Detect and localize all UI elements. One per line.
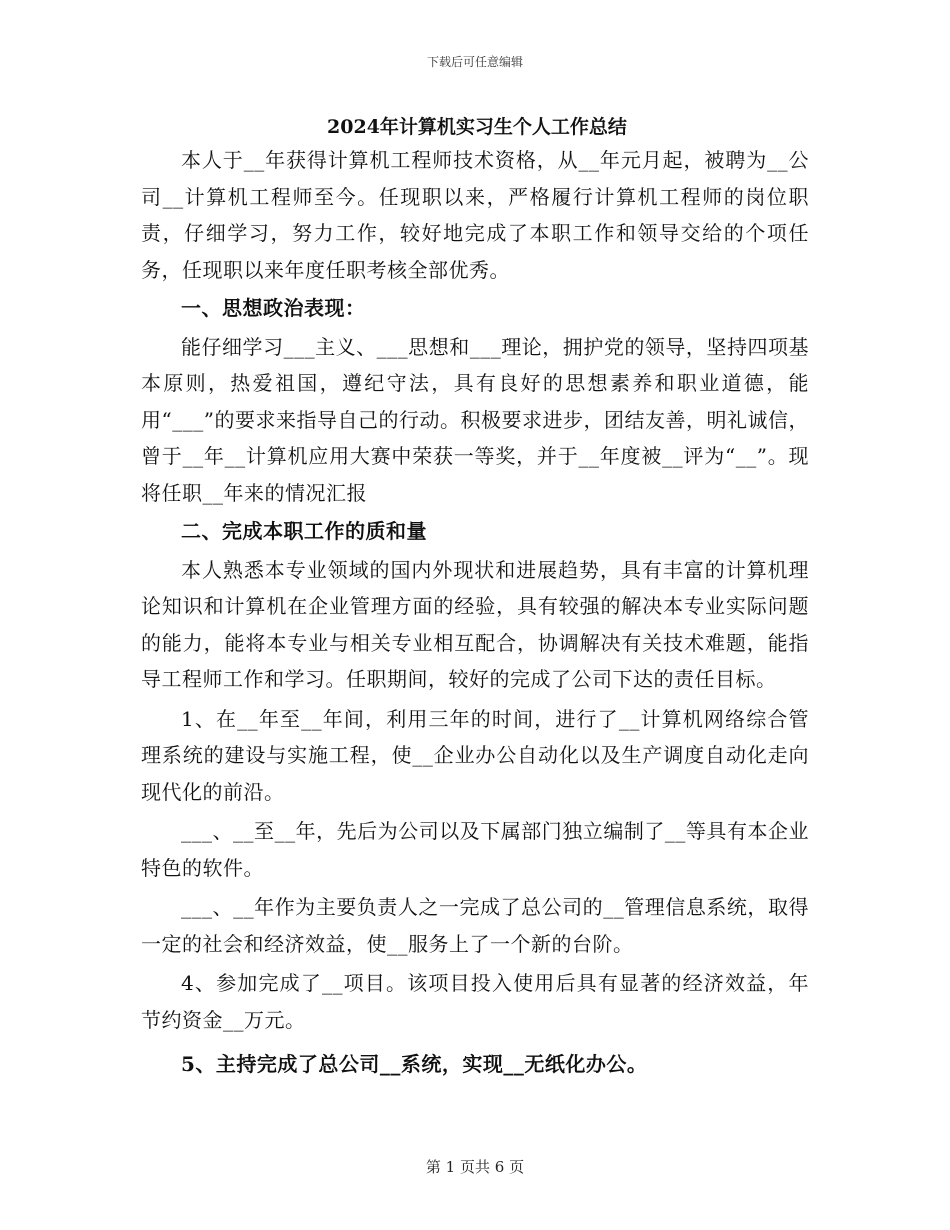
document-title: 2024年计算机实习生个人工作总结 xyxy=(327,116,627,138)
list-item: 4、参加完成了__项目。该项目投入使用后具有显著的经济效益，年节约资金__万元。 xyxy=(141,971,809,1032)
list-item: 1、在__年至__年间，利用三年的时间，进行了__计算机网络综合管理系统的建设与实施工程，使__企业办公自动化以及生产调度自动化走向现代化的前沿。 xyxy=(141,706,809,804)
section-heading-politics: 一、思想政治表现： xyxy=(181,296,366,320)
section-paragraph-politics: 能仔细学习___主义、___思想和___理论，拥护党的领导，坚持四项基本原则，热爱祖国，遵纪守法，具有良好的思想素养和职业道德，能用“___”的要求来指导自己的行动。积极要求进步，团结友善，明礼诚信，曾于__年__计算机应用大赛中荣获一等奖，并于__年度被__评为“__”。现将任职__年来的情况汇报 xyxy=(141,334,809,505)
page-footer: 第 1 页共 6 页 xyxy=(425,1158,525,1176)
section-paragraph-work: 本人熟悉本专业领域的国内外现状和进展趋势，具有丰富的计算机理论知识和计算机在企业管理方面的经验，具有较强的解决本专业实际问题的能力，能将本专业与相关专业相互配合，协调解决有关技术难题，能指导工程师工作和学习。任职期间，较好的完成了公司下达的责任目标。 xyxy=(141,557,809,691)
list-item: ___、__年作为主要负责人之一完成了总公司的__管理信息系统，取得一定的社会和经济效益，使__服务上了一个新的台阶。 xyxy=(141,895,809,956)
intro-paragraph: 本人于__年获得计算机工程师技术资格，从__年元月起，被聘为__公司__计算机工程师至今。任现职以来，严格履行计算机工程师的岗位职责，仔细学习，努力工作，较好地完成了本职工作和领导交给的个项任务，任现职以来年度任职考核全部优秀。 xyxy=(141,148,809,282)
document-body xyxy=(141,112,809,1083)
list-item: 5、主持完成了总公司__系统，实现__无纸化办公。 xyxy=(181,1052,648,1076)
page-header: 下载后可任意编辑 xyxy=(426,55,523,69)
section-heading-work: 二、完成本职工作的质和量 xyxy=(181,519,427,543)
list-item: ___、__至__年，先后为公司以及下属部门独立编制了__等具有本企业特色的软件。 xyxy=(141,819,809,880)
